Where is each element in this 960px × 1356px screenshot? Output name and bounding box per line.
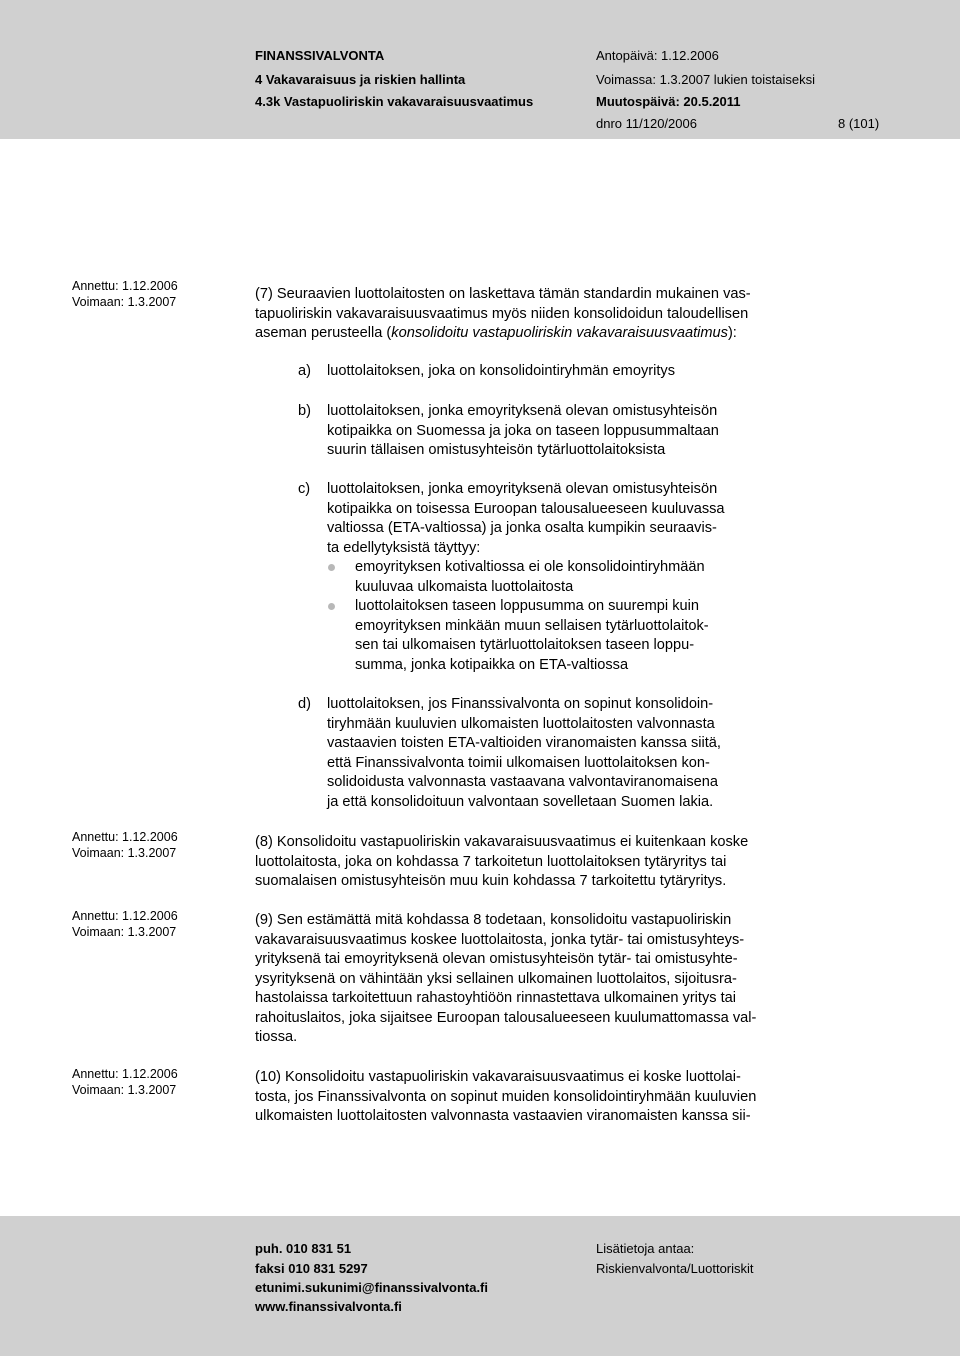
annettu-date: Annettu: 1.12.2006	[72, 830, 178, 844]
text-line: vastaavien toisten ETA-valtioiden viranomaisten kanssa siitä,	[327, 735, 721, 751]
paragraph-10	[255, 1068, 895, 1127]
page-header	[0, 0, 960, 139]
text-line: yrityksenä tai emoyrityksenä olevan omistusyhteisön tytär- tai omistusyhte-	[255, 951, 738, 967]
text-line: rahoituslaitos, joka sijaitsee Euroopan talousalueeseen kuulumattomassa val-	[255, 1009, 757, 1026]
bullet-icon	[328, 564, 335, 571]
email-address: etunimi.sukunimi@finanssivalvonta.fi	[255, 1280, 488, 1295]
paragraph-9	[255, 911, 895, 1048]
text-span: aseman perusteella (	[255, 325, 392, 341]
text-line: solidoidusta valvonnasta vastaavana valvontaviranomaisena	[327, 774, 719, 790]
text-line: vakavaraisuusvaatimus koskee luottolaitosta, jonka tytär- tai omistusyhteys-	[255, 931, 745, 948]
text-line: luottolaitoksen taseen loppusumma on suurempi kuin	[355, 598, 699, 614]
text-line: luottolaitoksen, jonka emoyrityksenä olevan omistusyhteisön	[327, 481, 718, 497]
text-line: luottolaitoksen, joka on konsolidointiryhmän emoyritys	[327, 363, 675, 379]
list-marker: b)	[298, 403, 311, 419]
text-line: (10) Konsolidoitu vastapuoliriskin vakavaraisuusvaatimus ei koske luottolai-	[255, 1069, 741, 1085]
margin-note	[72, 1066, 212, 1098]
text-line: ulkomaisten luottolaitosten valvonnasta vastaavien viranomaisten kanssa sii-	[255, 1108, 751, 1124]
list-marker: d)	[298, 696, 311, 712]
italic-term: konsolidoitu vastapuoliriskin vakavaraisuusvaatimus	[391, 325, 728, 341]
text-line: luottolaitoksen, jos Finanssivalvonta on sopinut konsolidoin-	[327, 696, 714, 712]
website-link[interactable]: www.finanssivalvonta.fi	[255, 1299, 402, 1314]
chapter-title: 4 Vakavaraisuus ja riskien hallinta	[255, 72, 466, 87]
document-number: dnro 11/120/2006	[596, 116, 697, 131]
list-marker: c)	[298, 481, 311, 497]
text-line: ysyrityksenä on vähintään yksi sellainen ulkomainen luottolaitos, sijoitusra-	[255, 970, 737, 987]
text-line: (9) Sen estämättä mitä kohdassa 8 todetaan, konsolidoitu vastapuoliriskin	[255, 912, 732, 928]
text-line: suurin tällaisen omistusyhteisön tytärluottolaitoksista	[327, 442, 666, 458]
in-force-date: Voimassa: 1.3.2007 lukien toistaiseksi	[596, 72, 815, 87]
text-span: ):	[727, 325, 737, 341]
annettu-date: Annettu: 1.12.2006	[72, 1067, 178, 1081]
bullet-item	[327, 597, 887, 675]
margin-note	[72, 908, 212, 940]
text-line: valtiossa (ETA-valtiossa) ja jonka osalta kumpikin seuraavis-	[327, 520, 717, 536]
modified-date: Muutospäivä: 20.5.2011	[596, 94, 741, 109]
fax-number: faksi 010 831 5297	[255, 1261, 368, 1276]
text-line: kotipaikka on Suomessa ja joka on taseen loppusummaltaan	[327, 422, 719, 439]
text-line: suomalaisen omistusyhteisön muu kuin kohdassa 7 tarkoitettu tytäryritys.	[255, 873, 727, 889]
bullet-icon	[328, 603, 335, 610]
text-line: tapuoliriskin vakavaraisuusvaatimus myös niiden konsolidoidun taloudellisen	[255, 305, 749, 322]
text-line: luottolaitosta, joka on kohdassa 7 tarkoitetun luottolaitoksen tytäryritys tai	[255, 853, 727, 870]
paragraph-7	[255, 285, 895, 344]
phone-number: puh. 010 831 51	[255, 1241, 352, 1256]
annettu-date: Annettu: 1.12.2006	[72, 279, 178, 293]
text-line: tosta, jos Finanssivalvonta on sopinut muiden konsolidointiryhmään kuuluvien	[255, 1088, 757, 1105]
text-line: luottolaitoksen, jonka emoyrityksenä olevan omistusyhteisön	[327, 403, 718, 419]
voimaan-date: Voimaan: 1.3.2007	[72, 295, 177, 309]
page-footer	[0, 1216, 960, 1356]
text-line: että Finanssivalvonta toimii ulkomaisen luottolaitoksen kon-	[327, 754, 710, 771]
text-line: tiryhmään kuuluvien ulkomaisten luottolaitosten valvonnasta	[327, 715, 715, 732]
voimaan-date: Voimaan: 1.3.2007	[72, 925, 177, 939]
text-line: emoyrityksen minkään muun sellaisen tytärluottolaitok-	[355, 617, 709, 634]
voimaan-date: Voimaan: 1.3.2007	[72, 1083, 177, 1097]
list-marker: a)	[298, 363, 311, 379]
page-number: 8 (101)	[838, 116, 880, 131]
org-name: FINANSSIVALVONTA	[255, 48, 385, 63]
voimaan-date: Voimaan: 1.3.2007	[72, 846, 177, 860]
text-line: hastolaissa tarkoitettuun rahastoyhtiöön rinnastettava ulkomainen yritys tai	[255, 990, 737, 1006]
margin-note	[72, 829, 212, 861]
list-item-d	[298, 695, 898, 812]
text-line: sen tai ulkomaisen tytärluottolaitoksen taseen loppu-	[355, 637, 695, 653]
text-line: kotipaikka on toisessa Euroopan talousalueeseen kuuluvassa	[327, 500, 725, 517]
paragraph-8	[255, 833, 895, 892]
text-line: summa, jonka kotipaikka on ETA-valtiossa	[355, 656, 629, 673]
issued-date: Antopäivä: 1.12.2006	[596, 48, 719, 63]
text-line	[255, 324, 895, 344]
text-line: ja että konsolidoituun valvontaan sovelletaan Suomen lakia.	[327, 793, 714, 810]
text-line: (8) Konsolidoitu vastapuoliriskin vakavaraisuusvaatimus ei kuitenkaan koske	[255, 834, 749, 850]
text-line: kuuluvaa ulkomaista luottolaitosta	[355, 578, 574, 595]
annettu-date: Annettu: 1.12.2006	[72, 909, 178, 923]
text-line: emoyrityksen kotivaltiossa ei ole konsolidointiryhmään	[355, 559, 705, 575]
info-label: Lisätietoja antaa:	[596, 1241, 695, 1256]
text-line: ta edellytyksistä täyttyy:	[327, 539, 481, 556]
info-contact: Riskienvalvonta/Luottoriskit	[596, 1261, 754, 1276]
list-item-b	[298, 402, 898, 461]
list-item-a	[298, 362, 898, 382]
text-line: tiossa.	[255, 1029, 298, 1045]
section-title: 4.3k Vastapuoliriskin vakavaraisuusvaatimus	[255, 94, 534, 109]
margin-note	[72, 278, 212, 310]
text-line: (7) Seuraavien luottolaitosten on laskettava tämän standardin mukainen vas-	[255, 286, 751, 302]
list-item-c	[298, 480, 898, 558]
bullet-item	[327, 558, 887, 597]
